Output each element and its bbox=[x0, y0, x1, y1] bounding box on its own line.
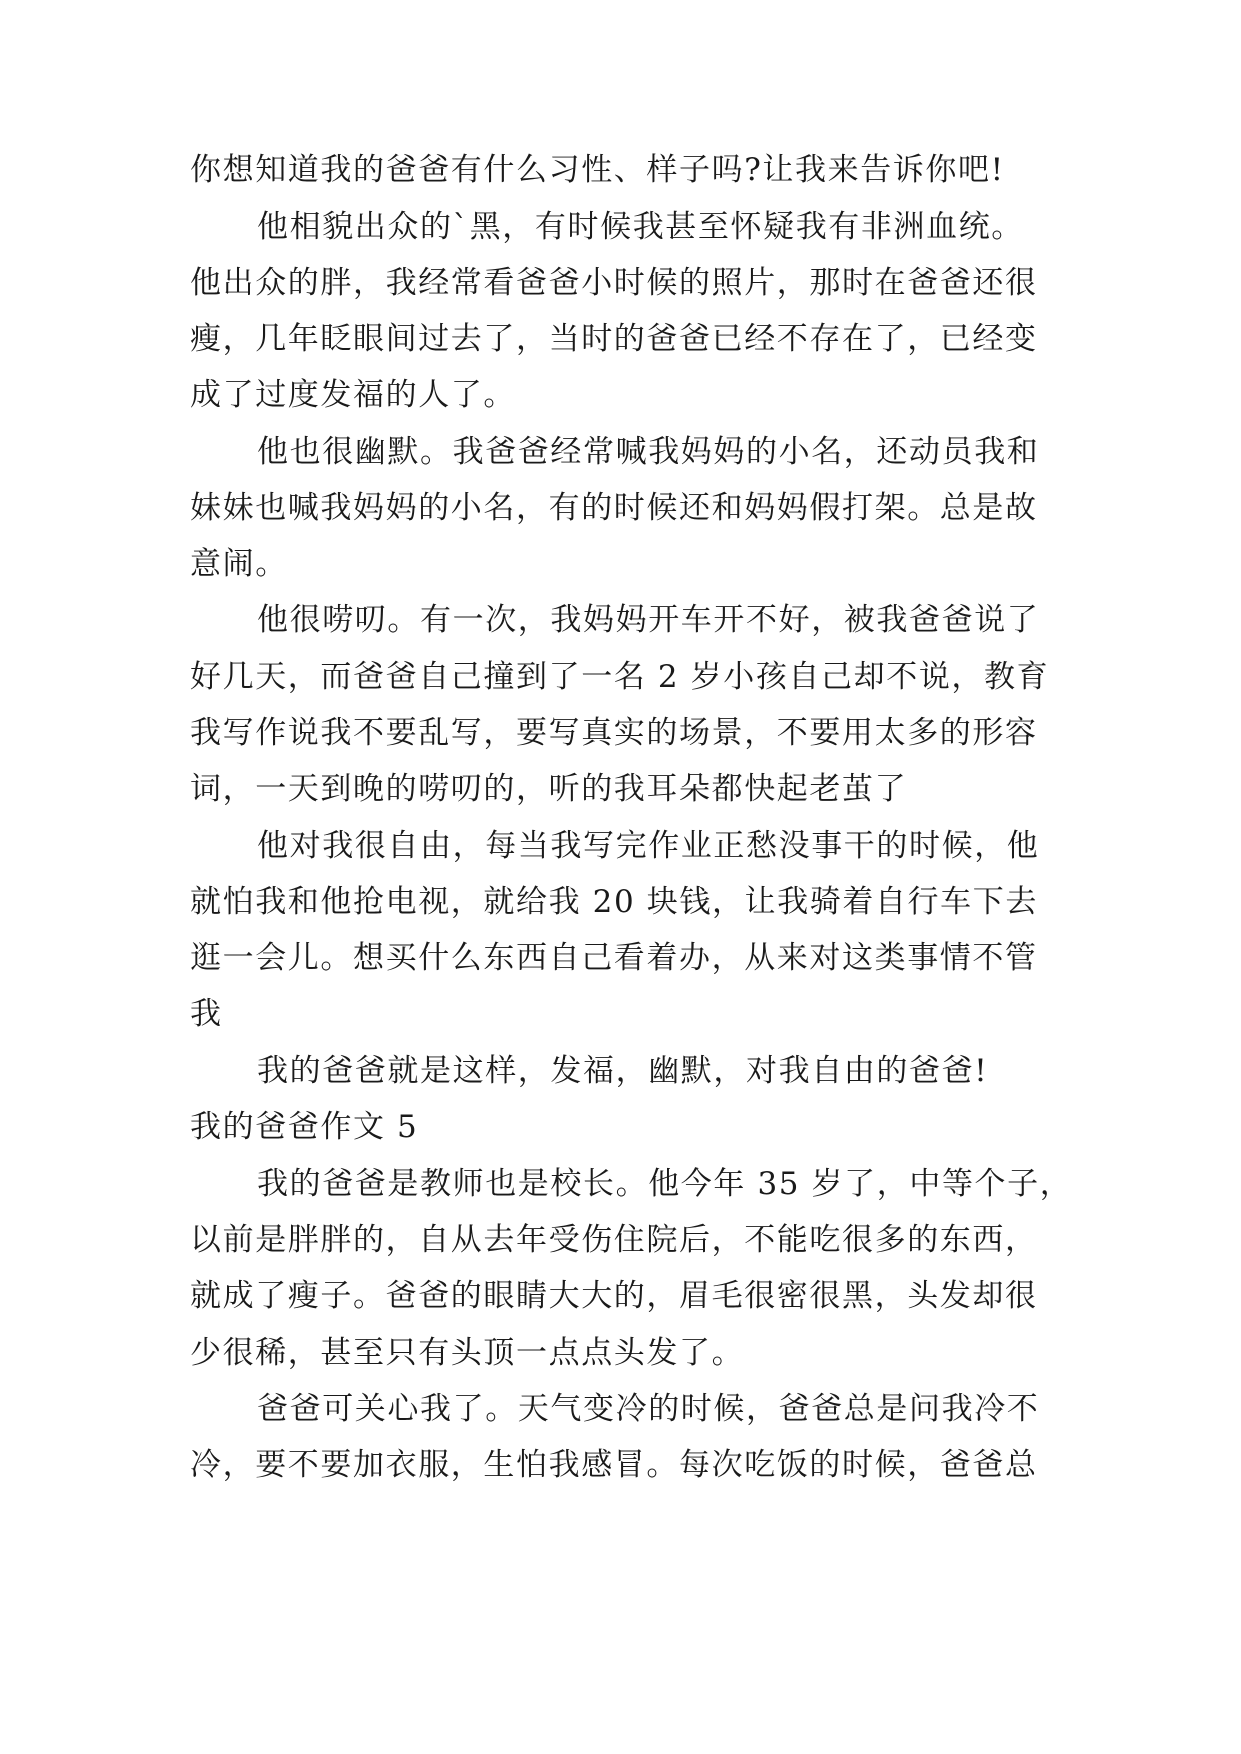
paragraph-line: 他很唠叨。有一次，我妈妈开车开不好，被我爸爸说了 bbox=[257, 602, 1040, 638]
section-heading: 我的爸爸作文 5 bbox=[190, 1109, 419, 1145]
paragraph-line: 他对我很自由，每当我写完作业正愁没事干的时候，他 bbox=[257, 828, 1040, 864]
paragraph-line: 以前是胖胖的，自从去年受伤住院后，不能吃很多的东西， bbox=[190, 1222, 1038, 1258]
paragraph-line: 逛一会儿。想买什么东西自己看着办，从来对这类事情不管 bbox=[190, 940, 1038, 976]
paragraph-line: 少很稀，甚至只有头顶一点点头发了。 bbox=[190, 1335, 745, 1371]
paragraph-line: 就怕我和他抢电视，就给我 20 块钱，让我骑着自行车下去 bbox=[190, 884, 1038, 920]
paragraph-line: 就成了瘦子。爸爸的眼睛大大的，眉毛很密很黑，头发却很 bbox=[190, 1278, 1038, 1314]
paragraph-line: 他也很幽默。我爸爸经常喊我妈妈的小名，还动员我和 bbox=[257, 434, 1040, 470]
paragraph-line: 我 bbox=[190, 996, 223, 1032]
paragraph-line: 词，一天到晚的唠叨的，听的我耳朵都快起老茧了 bbox=[190, 771, 908, 807]
paragraph-line: 妹妹也喊我妈妈的小名，有的时候还和妈妈假打架。总是故 bbox=[190, 490, 1038, 526]
paragraph-line: 他相貌出众的`黑，有时候我甚至怀疑我有非洲血统。 bbox=[257, 209, 1024, 245]
paragraph-line: 他出众的胖，我经常看爸爸小时候的照片，那时在爸爸还很 bbox=[190, 265, 1038, 301]
paragraph-line: 冷，要不要加衣服，生怕我感冒。每次吃饭的时候，爸爸总 bbox=[190, 1447, 1038, 1483]
paragraph-line: 瘦，几年眨眼间过去了，当时的爸爸已经不存在了，已经变 bbox=[190, 321, 1038, 357]
paragraph-line: 成了过度发福的人了。 bbox=[190, 377, 516, 413]
paragraph-line: 我的爸爸是教师也是校长。他今年 35 岁了，中等个子， bbox=[257, 1166, 1073, 1202]
paragraph-line: 爸爸可关心我了。天气变冷的时候，爸爸总是问我冷不 bbox=[257, 1391, 1040, 1427]
paragraph-line: 我的爸爸就是这样，发福，幽默，对我自由的爸爸! bbox=[257, 1053, 989, 1089]
paragraph-line: 你想知道我的爸爸有什么习性、样子吗?让我来告诉你吧! bbox=[190, 152, 1005, 188]
paragraph-line: 好几天，而爸爸自己撞到了一名 2 岁小孩自己却不说，教育 bbox=[190, 659, 1050, 695]
paragraph-line: 意闹。 bbox=[190, 546, 288, 582]
paragraph-line: 我写作说我不要乱写，要写真实的场景，不要用太多的形容 bbox=[190, 715, 1038, 751]
